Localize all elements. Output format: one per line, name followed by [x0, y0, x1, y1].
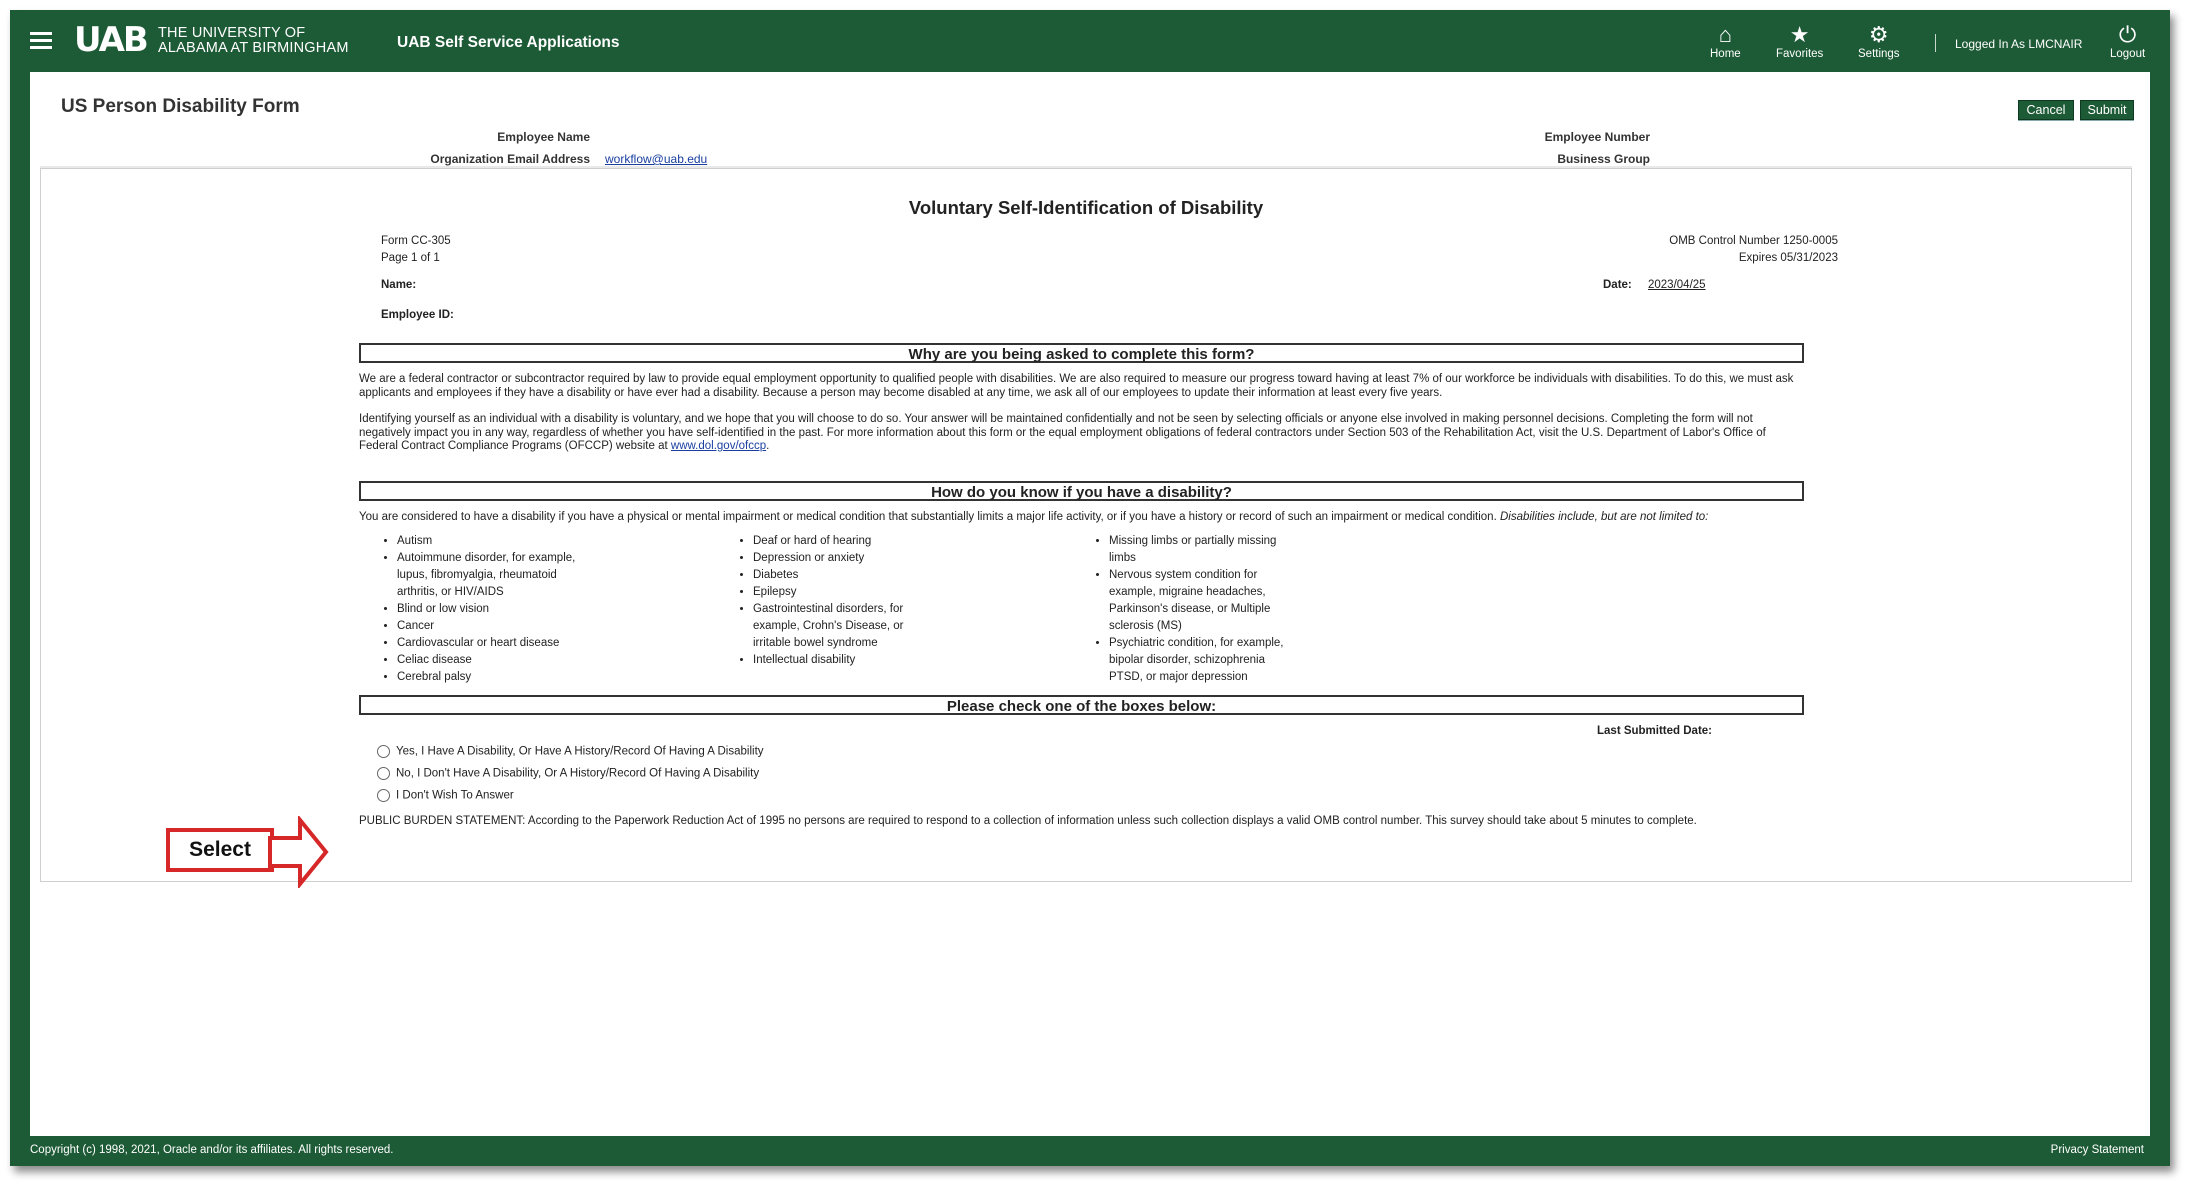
disability-list-item: • Cancer — [397, 618, 587, 635]
footer — [10, 1136, 2170, 1166]
employee-id-label: Employee ID: — [381, 309, 454, 321]
disability-list-col-2 — [733, 533, 943, 669]
callout-arrow-icon — [268, 816, 330, 888]
why-paragraph-2-end: . — [766, 440, 770, 452]
ofccp-link[interactable]: www.dol.gov/ofccp — [670, 440, 767, 452]
logout-button[interactable] — [2110, 24, 2145, 60]
org-email-link[interactable]: workflow@uab.edu — [605, 152, 708, 166]
copyright-text: Copyright (c) 1998, 2021, Oracle and/or its affiliates. All rights reserved. — [30, 1144, 394, 1156]
name-label: Name: — [381, 279, 417, 291]
submit-button[interactable]: Submit — [2080, 100, 2134, 120]
how-paragraph-italic: Disabilities include, but are not limited to: — [1499, 511, 1709, 523]
app-frame — [10, 10, 2170, 1166]
disability-list-col-1 — [377, 533, 587, 686]
power-icon: ⏻ — [2118, 22, 2137, 47]
check-heading: Please check one of the boxes below: — [359, 695, 1804, 715]
app-title: UAB Self Service Applications — [397, 34, 620, 51]
option-yes[interactable] — [377, 745, 764, 758]
favorites-button[interactable] — [1776, 24, 1823, 60]
logo-line-1: THE UNIVERSITY OF — [158, 25, 306, 41]
radio-no[interactable] — [377, 767, 390, 780]
burden-statement: PUBLIC BURDEN STATEMENT: According to the Paperwork Reduction Act of 1995 no persons are required to respond to a collection of information unless such collection displays a valid OMB control number. This survey should take about 5 minutes to complete. — [359, 815, 1697, 827]
disability-list-item: • Celiac disease — [397, 652, 587, 669]
settings-button[interactable] — [1858, 24, 1900, 60]
disability-list-item: • Deaf or hard of hearing — [753, 533, 943, 550]
date-value[interactable]: 2023/04/25 — [1648, 279, 1706, 291]
form-number: Form CC-305 — [381, 235, 451, 247]
header-divider — [1935, 34, 1936, 52]
arrow-shape — [270, 820, 326, 884]
disability-list-item: • Blind or low vision — [397, 601, 587, 618]
option-yes-label: Yes, I Have A Disability, Or Have A History/Record Of Having A Disability — [396, 745, 764, 758]
disability-list-item: • Intellectual disability — [753, 652, 943, 669]
disability-list-item: • Missing limbs or partially missing limbs — [1109, 533, 1299, 567]
disability-list-item: • Psychiatric condition, for example, bipolar disorder, schizophrenia PTSD, or major depression — [1109, 635, 1299, 686]
radio-no-answer[interactable] — [377, 789, 390, 802]
org-email-label: Organization Email Address — [430, 152, 590, 166]
disability-list-item: • Diabetes — [753, 567, 943, 584]
option-no[interactable] — [377, 767, 759, 780]
disability-form-panel — [40, 168, 2132, 882]
radio-yes[interactable] — [377, 745, 390, 758]
page-number: Page 1 of 1 — [381, 252, 440, 264]
privacy-statement-link[interactable]: Privacy Statement — [2050, 1144, 2144, 1156]
employee-number-label: Employee Number — [1544, 130, 1650, 144]
menu-icon[interactable] — [30, 32, 52, 48]
select-callout: Select — [166, 828, 274, 872]
date-label: Date: — [1603, 279, 1632, 291]
home-button[interactable] — [1710, 24, 1741, 60]
gear-icon: ⚙ — [1868, 22, 1889, 47]
page-title: US Person Disability Form — [61, 96, 300, 117]
disability-list-item: • Depression or anxiety — [753, 550, 943, 567]
uab-logo[interactable]: UAB — [74, 20, 147, 60]
option-no-answer[interactable] — [377, 789, 514, 802]
disability-list-item: • Nervous system condition for example, migraine headaches, Parkinson's disease, or Multiple sclerosis (MS) — [1109, 567, 1299, 635]
home-label: Home — [1710, 48, 1741, 60]
how-paragraph — [359, 511, 1804, 525]
how-paragraph-text: You are considered to have a disability if you have a physical or mental impairment or medical condition that substantially limits a major life activity, or if you have a history or record of such an impairment or medical condition. — [359, 511, 1497, 523]
logged-in-user: Logged In As LMCNAIR — [1955, 37, 2083, 51]
expires-date: Expires 05/31/2023 — [1738, 252, 1838, 264]
why-paragraph-2 — [359, 413, 1804, 454]
omb-control-number: OMB Control Number 1250-0005 — [1669, 235, 1838, 247]
last-submitted-label: Last Submitted Date: — [1597, 725, 1713, 737]
uab-logo-text — [158, 26, 349, 56]
star-icon: ★ — [1789, 22, 1810, 47]
disability-list-item: • Autism — [397, 533, 587, 550]
settings-label: Settings — [1858, 48, 1900, 60]
why-paragraph-1: We are a federal contractor or subcontractor required by law to provide equal employment opportunity to qualified people with disabilities. We are also required to measure our progress toward having at least 7% of our workforce be individuals with disabilities. To do this, we must ask applicants and employees if they have a disability or have ever had a disability. Because a person may become disabled at any time, we ask all of our employees to update their information at least every five years. — [359, 373, 1794, 399]
employee-name-label: Employee Name — [497, 130, 590, 144]
home-icon: ⌂ — [1718, 22, 1732, 47]
favorites-label: Favorites — [1776, 48, 1824, 60]
disability-list-col-3 — [1089, 533, 1299, 686]
logo-line-2: ALABAMA AT BIRMINGHAM — [158, 40, 349, 56]
business-group-label: Business Group — [1557, 152, 1650, 166]
why-paragraph-2-text: Identifying yourself as an individual with a disability is voluntary, and we hope that you will choose to do so. Your answer will be maintained confidentially and not be seen by selecting officials or anyone else involved in making personnel decisions. Completing the form will not negatively impact you in any way, regardless of whether you have self-identified in the past. For more information about this form or the equal employment obligations of federal contractors under Section 503 of the Rehabilitation Act, visit the U.S. Department of Labor's Office of Federal Contract Compliance Programs (OFCCP) website at — [359, 413, 1766, 452]
disability-list-item: • Cardiovascular or heart disease — [397, 635, 587, 652]
disability-list-item: • Cerebral palsy — [397, 669, 587, 686]
option-no-answer-label: I Don't Wish To Answer — [396, 789, 514, 802]
disability-list-item: • Gastrointestinal disorders, for example, Crohn's Disease, or irritable bowel syndrome — [753, 601, 943, 652]
why-heading: Why are you being asked to complete this form? — [359, 343, 1804, 363]
logout-label: Logout — [2110, 48, 2146, 60]
disability-list-item: • Autoimmune disorder, for example, lupus, fibromyalgia, rheumatoid arthritis, or HIV/AIDS — [397, 550, 587, 601]
disability-list-item: • Epilepsy — [753, 584, 943, 601]
top-header — [10, 10, 2170, 72]
option-no-label: No, I Don't Have A Disability, Or A History/Record Of Having A Disability — [396, 767, 760, 780]
how-heading: How do you know if you have a disability? — [359, 481, 1804, 501]
form-heading: Voluntary Self-Identification of Disability — [908, 197, 1264, 218]
cancel-button[interactable]: Cancel — [2018, 100, 2074, 120]
